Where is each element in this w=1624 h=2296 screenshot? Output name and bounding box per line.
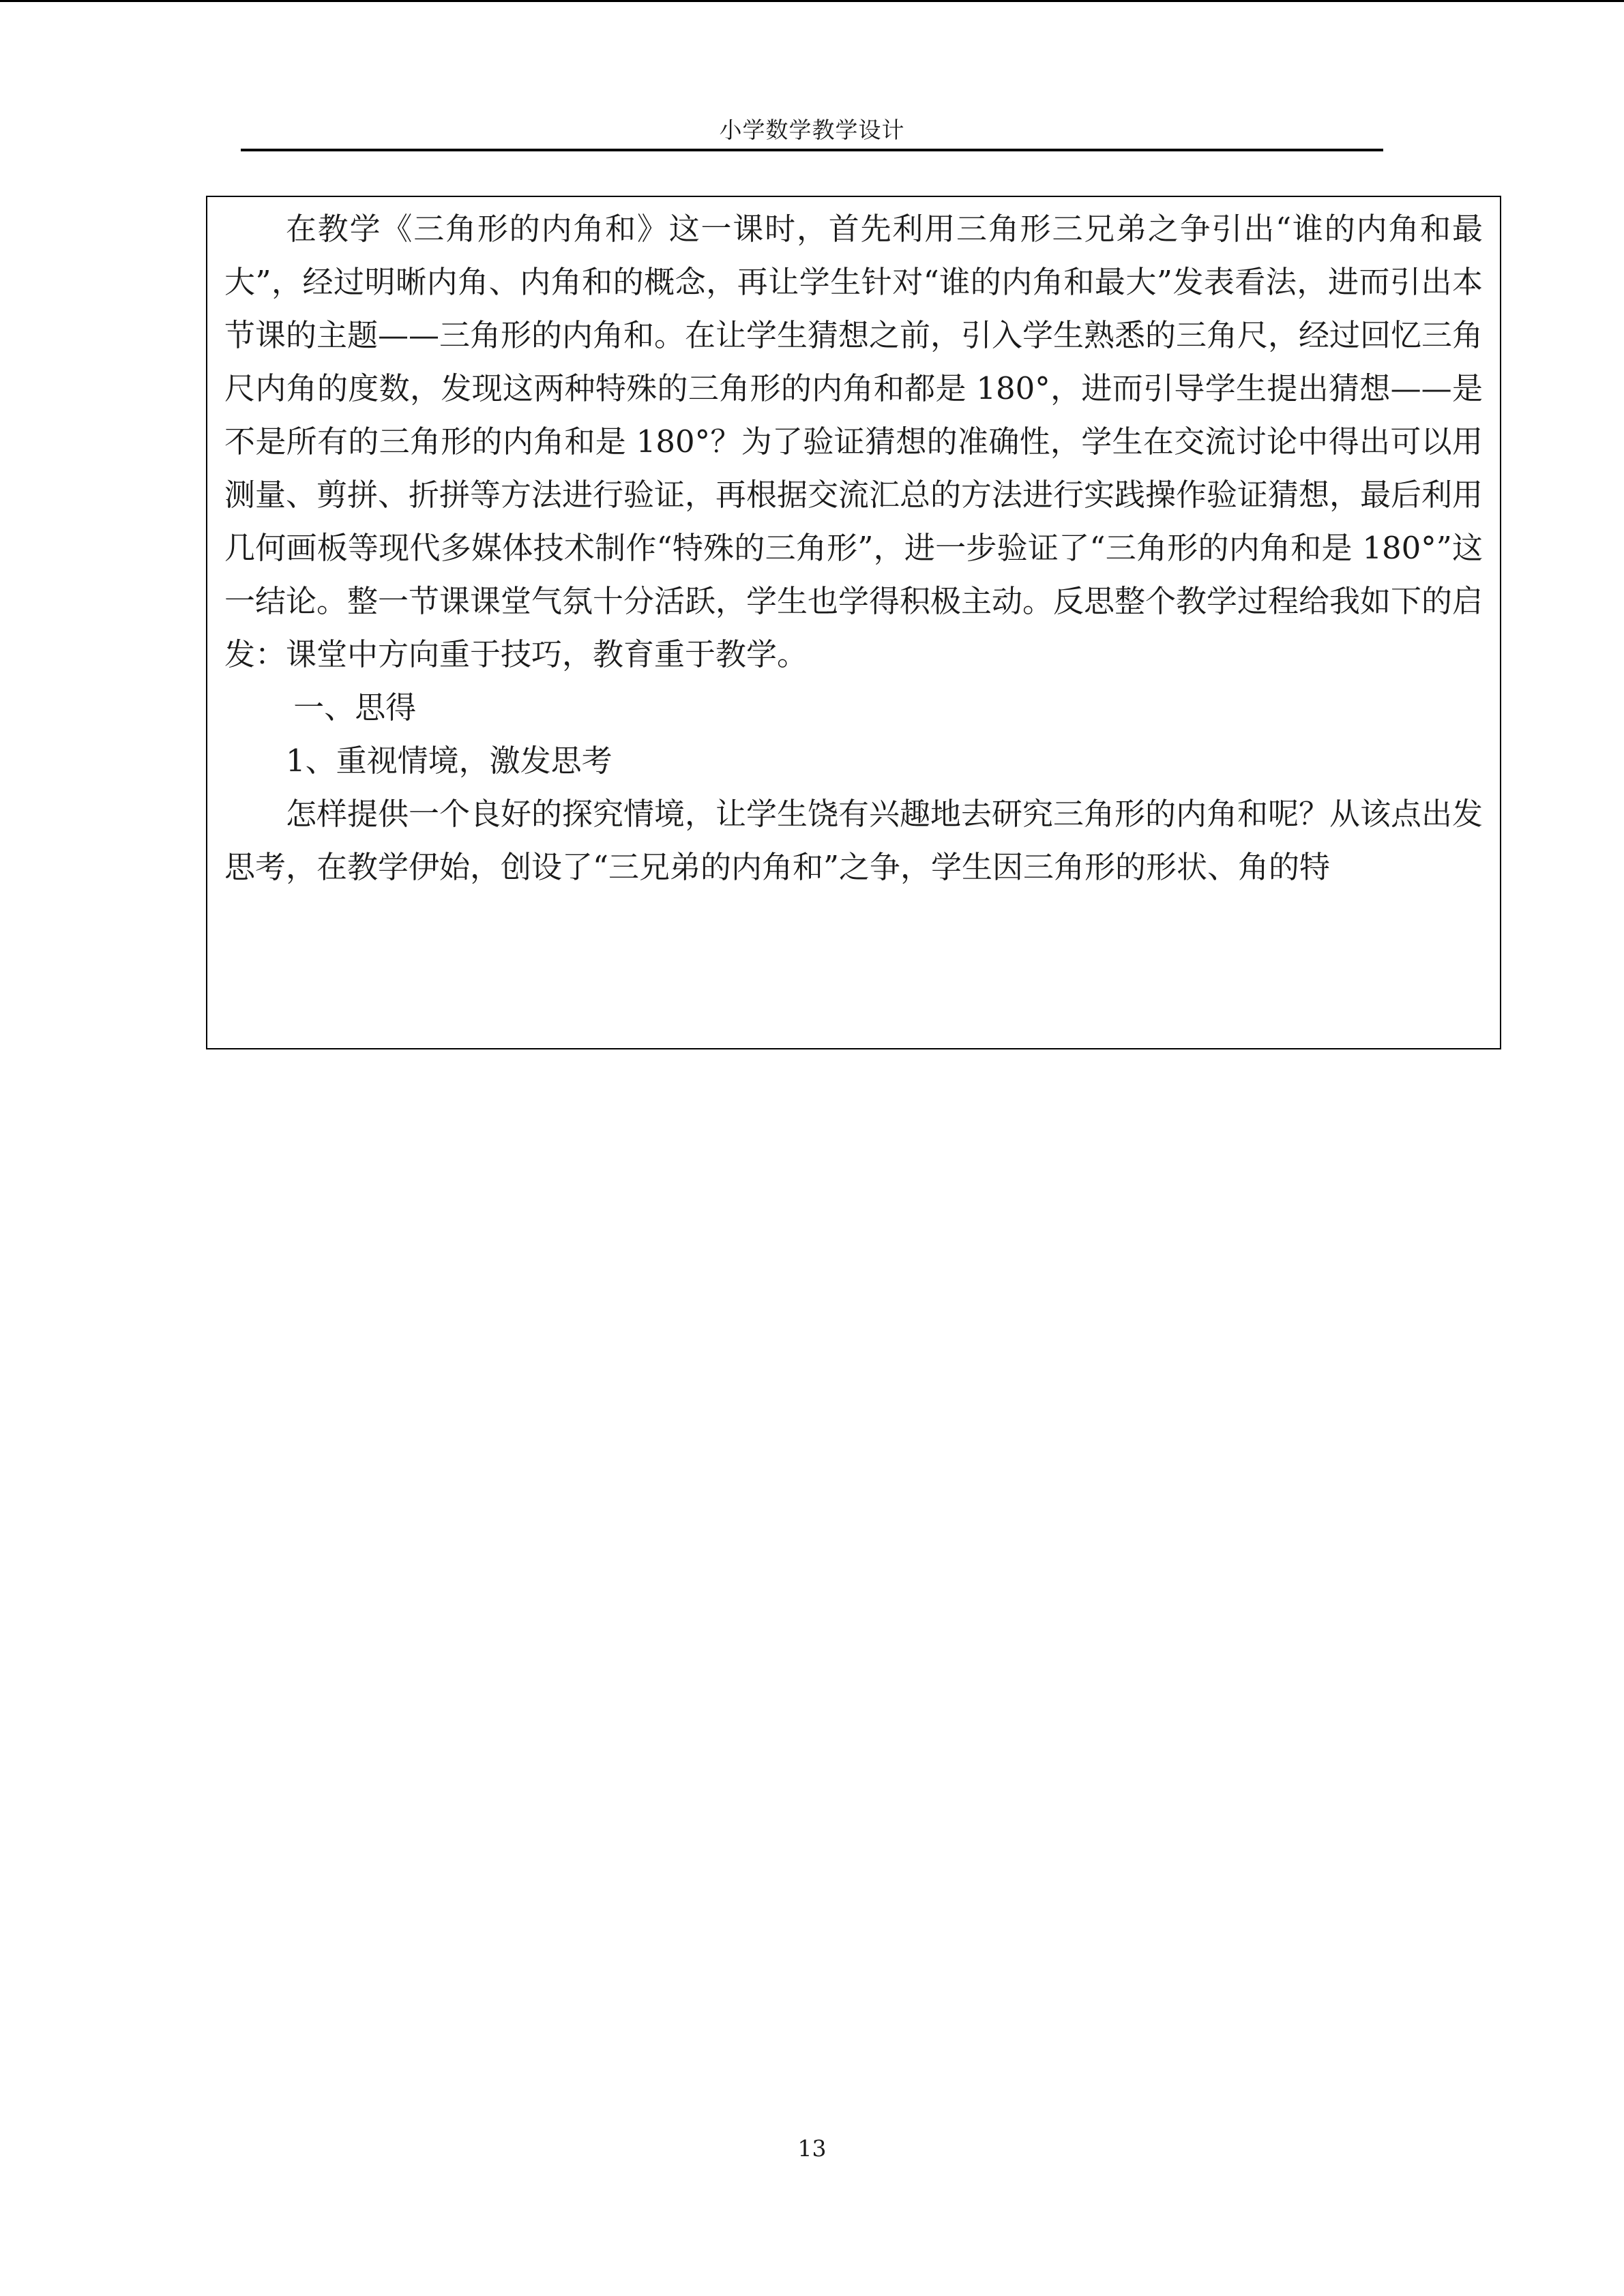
paragraph-intro: 在教学《三角形的内角和》这一课时，首先利用三角形三兄弟之争引出“谁的内角和最大”，经过明晰内角、内角和的概念，再让学生针对“谁的内角和最大”发表看法，进而引出本节课的主题——三角形的内角和。在让学生猜想之前，引入学生熟悉的三角尺，经过回忆三角尺内角的度数，发现这两种特殊的三角形的内角和都是 180°，进而引导学生提出猜想——是不是所有的三角形的内角和是 180°？为了验证猜想的准确性，学生在交流讨论中得出可以用测量、剪拼、折拼等方法进行验证，再根据交流汇总的方法进行实践操作验证猜想，最后利用几何画板等现代多媒体技术制作“特殊的三角形”，进一步验证了“三角形的内角和是 180°”这一结论。整一节课课堂气氛十分活跃，学生也学得积极主动。反思整个教学过程给我如下的启发：课堂中方向重于技巧，教育重于教学。: [224, 211, 1483, 672]
page-header-title: 小学数学教学设计: [719, 117, 905, 143]
section-heading: 一、思得: [293, 689, 417, 726]
header-rule: [241, 149, 1383, 151]
content-box: [206, 196, 1501, 1049]
paragraph-body: 怎样提供一个良好的探究情境，让学生饶有兴趣地去研究三角形的内角和呢？从该点出发思考，在教学伊始，创设了“三兄弟的内角和”之争，学生因三角形的形状、角的特: [224, 796, 1483, 885]
page-top-border: [0, 0, 1624, 2]
page-number: 13: [797, 2135, 827, 2162]
content-text: [224, 203, 1483, 894]
subsection-heading: 1、重视情境，激发思考: [286, 743, 612, 779]
